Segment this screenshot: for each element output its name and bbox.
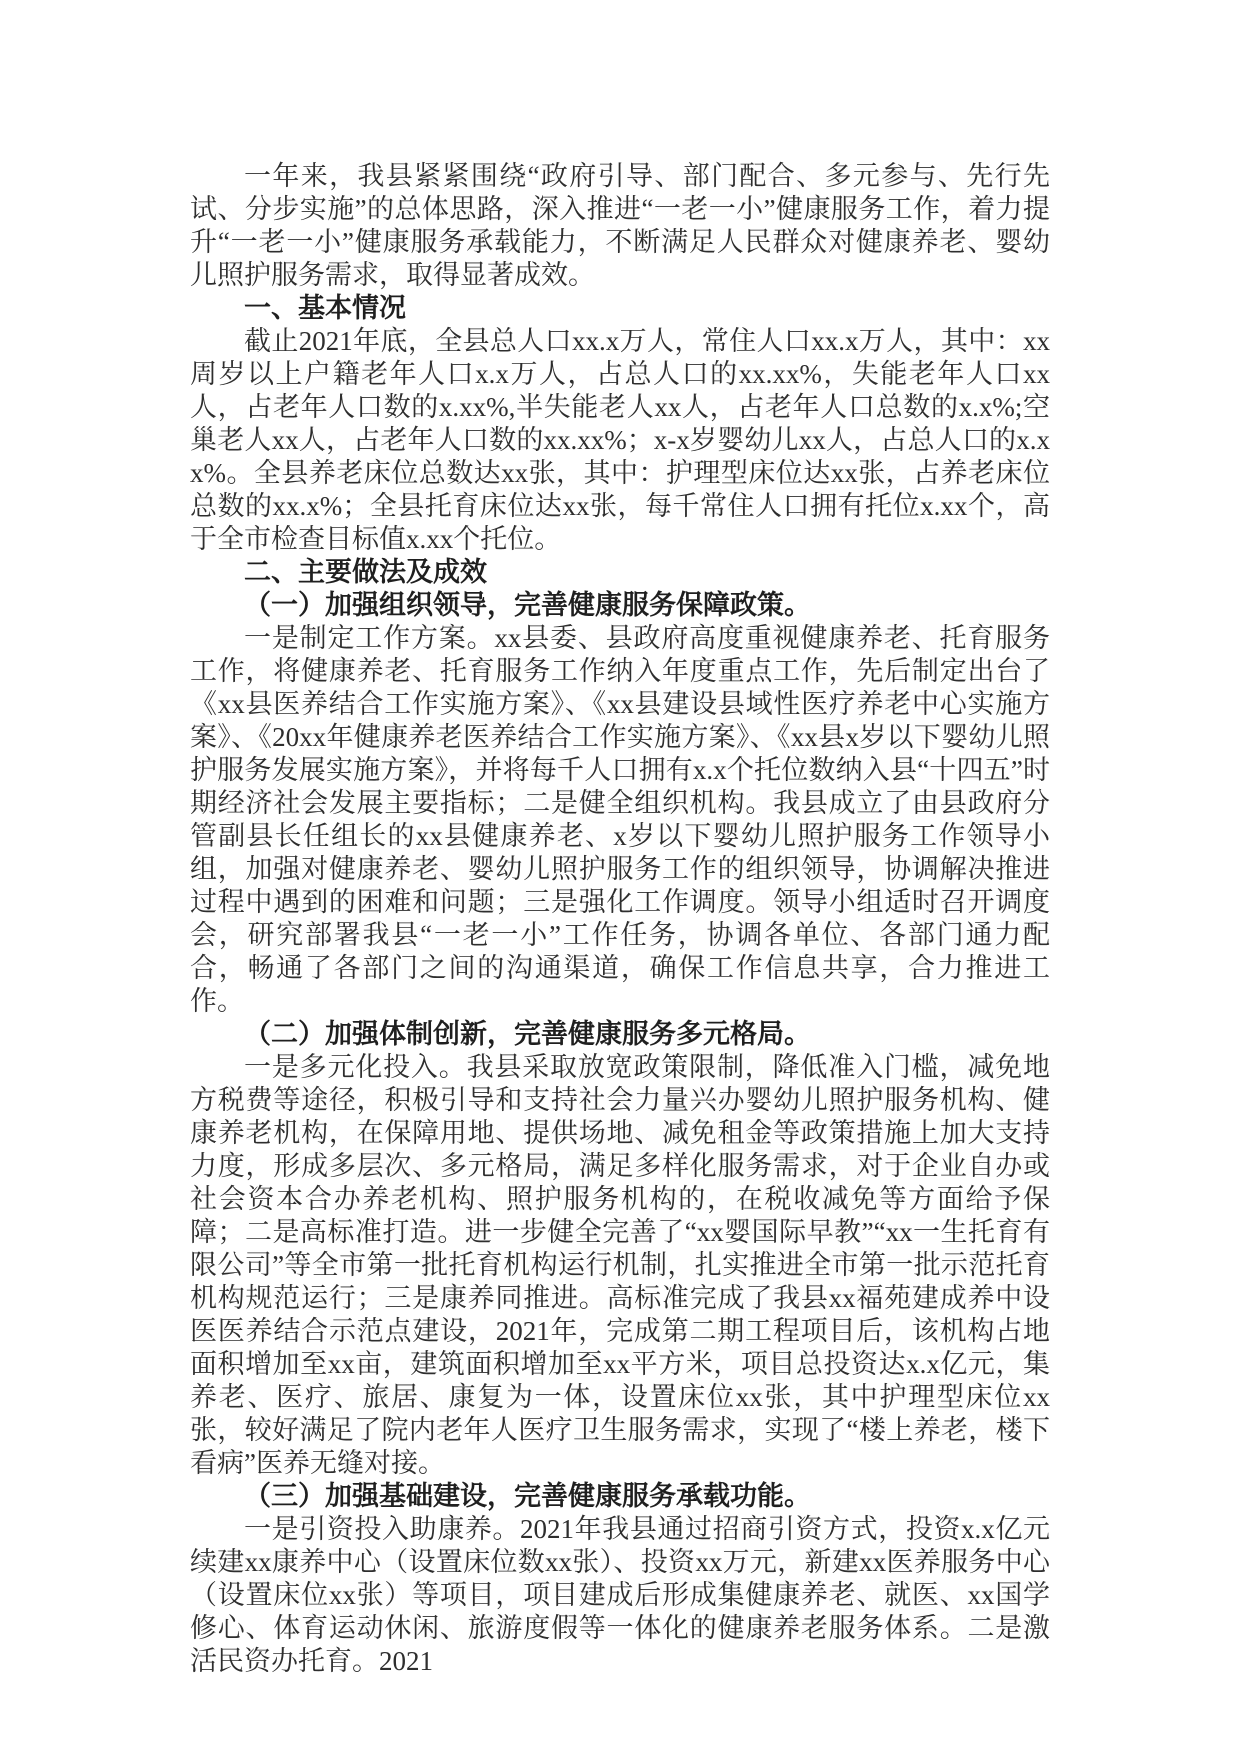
heading-basic-situation: 一、基本情况 <box>244 293 406 323</box>
paragraph-basic-situation: 截止2021年底，全县总人口xx.x万人，常住人口xx.x万人，其中：xx周岁以上户籍老年人口x.x万人，占总人口的xx.xx%，失能老年人口xx人，占老年人口数的x.xx%,半失能老人xx人，占老年人口总数的x.x%;空巢老人xx人，占老年人口数的xx.xx%；x-x岁婴幼儿xx人，占总人口的x.xx%。全县养老床位总数达xx张，其中：护理型床位达xx张，占养老床位总数的xx.x%；全县托育床位达xx张，每千常住人口拥有托位x.xx个，高于全市检查目标值x.xx个托位。 <box>190 326 1050 554</box>
paragraph-sub1-organization-leadership: 一是制定工作方案。xx县委、县政府高度重视健康养老、托育服务工作，将健康养老、托育服务工作纳入年度重点工作，先后制定出台了《xx县医养结合工作实施方案》、《xx县建设县域性医疗养老中心实施方案》、《20xx年健康养老医养结合工作实施方案》、《xx县x岁以下婴幼儿照护服务发展实施方案》，并将每千人口拥有x.x个托位数纳入县“十四五”时期经济社会发展主要指标；二是健全组织机构。我县成立了由县政府分管副县长任组长的xx县健康养老、x岁以下婴幼儿照护服务工作领导小组，加强对健康养老、婴幼儿照护服务工作的组织领导，协调解决推进过程中遇到的困难和问题；三是强化工作调度。领导小组适时召开调度会，研究部署我县“一老一小”工作任务，协调各单位、各部门通力配合，畅通了各部门之间的沟通渠道，确保工作信息共享，合力推进工作。 <box>190 623 1050 1016</box>
heading-sub1-organization-leadership: （一）加强组织领导，完善健康服务保障政策。 <box>244 590 811 620</box>
heading-sub2-system-innovation: （二）加强体制创新，完善健康服务多元格局。 <box>244 1019 811 1049</box>
paragraph-sub2-system-innovation: 一是多元化投入。我县采取放宽政策限制，降低准入门槛，减免地方税费等途径，积极引导和支持社会力量兴办婴幼儿照护服务机构、健康养老机构，在保障用地、提供场地、减免租金等政策措施上加大支持力度，形成多层次、多元格局，满足多样化服务需求，对于企业自办或社会资本合办养老机构、照护服务机构的，在税收减免等方面给予保障；二是高标准打造。进一步健全完善了“xx婴国际早教”“xx一生托育有限公司”等全市第一批托育机构运行机制，扎实推进全市第一批示范托育机构规范运行；三是康养同推进。高标准完成了我县xx福苑建成养中设医医养结合示范点建设，2021年，完成第二期工程项目后，该机构占地面积增加至xx亩，建筑面积增加至xx平方米，项目总投资达x.x亿元，集养老、医疗、旅居、康复为一体，设置床位xx张，其中护理型床位xx张，较好满足了院内老年人医疗卫生服务需求，实现了“楼上养老，楼下看病”医养无缝对接。 <box>190 1052 1050 1478</box>
heading-main-practices: 二、主要做法及成效 <box>244 557 487 587</box>
document-body <box>190 160 1050 1678</box>
paragraph-intro: 一年来，我县紧紧围绕“政府引导、部门配合、多元参与、先行先试、分步实施”的总体思路，深入推进“一老一小”健康服务工作，着力提升“一老一小”健康服务承载能力，不断满足人民群众对健康养老、婴幼儿照护服务需求，取得显著成效。 <box>190 161 1050 290</box>
heading-sub3-infrastructure: （三）加强基础建设，完善健康服务承载功能。 <box>244 1481 811 1511</box>
paragraph-sub3-infrastructure: 一是引资投入助康养。2021年我县通过招商引资方式，投资x.x亿元续建xx康养中心（设置床位数xx张）、投资xx万元，新建xx医养服务中心（设置床位xx张）等项目，项目建成后形成集健康养老、就医、xx国学修心、体育运动休闲、旅游度假等一体化的健康养老服务体系。二是激活民资办托育。2021 <box>190 1514 1050 1676</box>
